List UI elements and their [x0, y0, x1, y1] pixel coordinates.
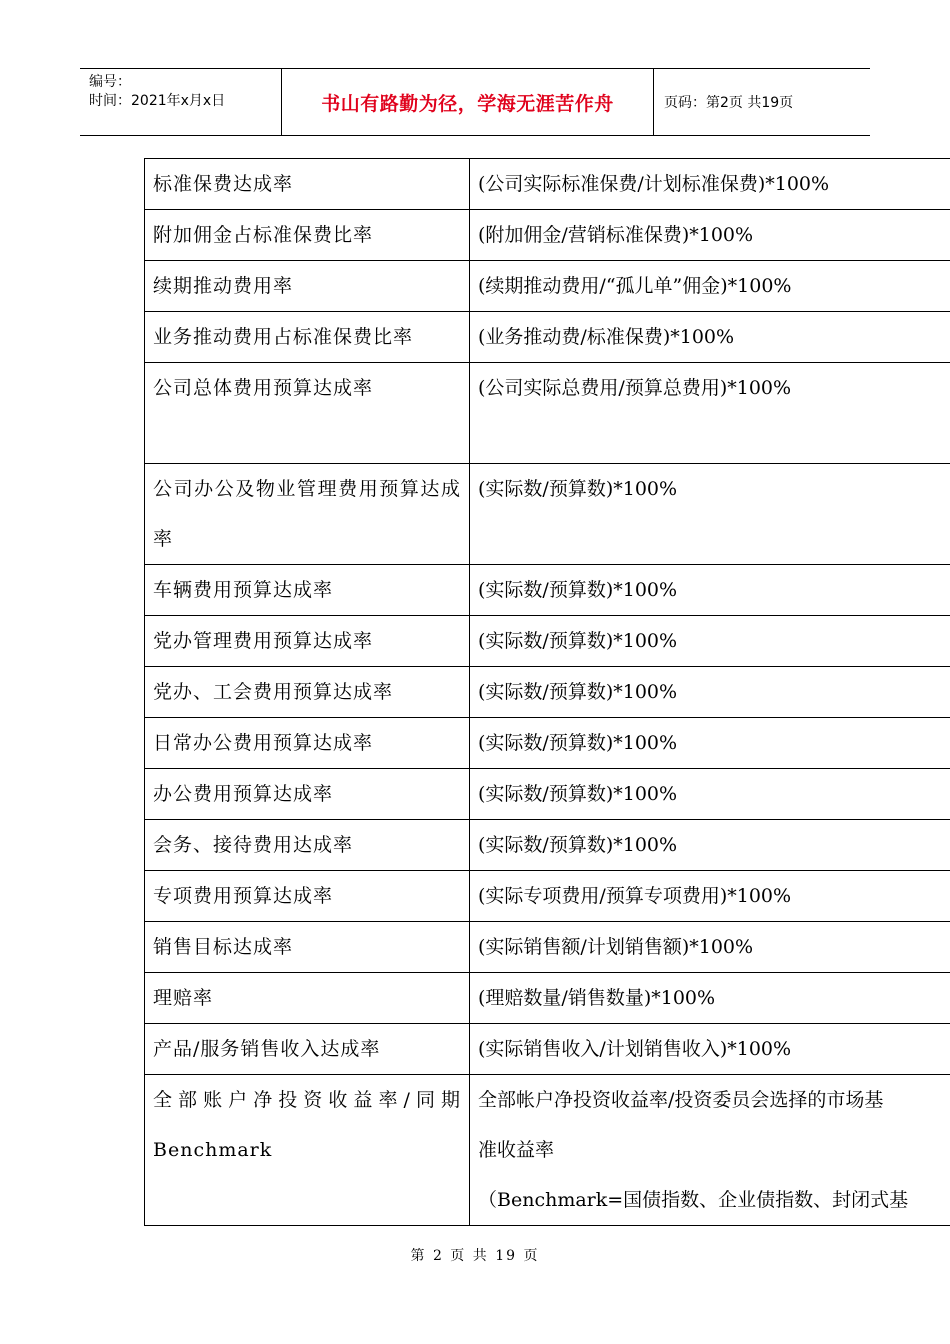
- indicator-formula: [470, 1075, 950, 1226]
- table-row: [145, 973, 950, 1024]
- indicator-formula: (续期推动费用/“孤儿单”佣金)*100%: [470, 261, 950, 312]
- indicator-name: 续期推动费用率: [145, 261, 470, 312]
- page-footer: 第 2 页 共 19 页: [410, 1248, 540, 1264]
- indicator-name: 公司总体费用预算达成率: [145, 363, 470, 464]
- document-date: 时间：2021年x月x日: [89, 93, 226, 109]
- indicator-formula: (附加佣金/营销标准保费)*100%: [470, 210, 950, 261]
- indicator-name: 业务推动费用占标准保费比率: [145, 312, 470, 363]
- document-number-label: 编号：: [89, 74, 131, 90]
- indicator-formula-table: [144, 158, 950, 1226]
- indicator-name: 日常办公费用预算达成率: [145, 718, 470, 769]
- table-row: [145, 261, 950, 312]
- formula-line: （Benchmark=国债指数、企业债指数、封闭式基: [478, 1189, 909, 1211]
- table-row: [145, 210, 950, 261]
- indicator-name: 党办、工会费用预算达成率: [145, 667, 470, 718]
- formula-line: 准收益率: [478, 1139, 555, 1161]
- table-row: [145, 1075, 950, 1226]
- indicator-name: 理赔率: [145, 973, 470, 1024]
- indicator-formula: (实际数/预算数)*100%: [470, 565, 950, 616]
- indicator-name: 附加佣金占标准保费比率: [145, 210, 470, 261]
- indicator-name: 公司办公及物业管理费用预算达成率: [145, 464, 470, 565]
- table-row: [145, 312, 950, 363]
- indicator-formula: (实际数/预算数)*100%: [470, 616, 950, 667]
- indicator-name: 专项费用预算达成率: [145, 871, 470, 922]
- table-row: [145, 363, 950, 464]
- indicator-name: 销售目标达成率: [145, 922, 470, 973]
- table-row: [145, 1024, 950, 1075]
- indicator-formula: (实际数/预算数)*100%: [470, 464, 950, 565]
- indicator-formula: (实际销售额/计划销售额)*100%: [470, 922, 950, 973]
- table-row: [145, 820, 950, 871]
- indicator-name: 车辆费用预算达成率: [145, 565, 470, 616]
- table-row: [145, 565, 950, 616]
- indicator-formula: (实际销售收入/计划销售收入)*100%: [470, 1024, 950, 1075]
- table-row: [145, 718, 950, 769]
- formula-line: 全部帐户净投资收益率/投资委员会选择的市场基: [478, 1089, 884, 1111]
- indicator-formula: (业务推动费/标准保费)*100%: [470, 312, 950, 363]
- table-row: [145, 616, 950, 667]
- table-row: [145, 769, 950, 820]
- indicator-name: 会务、接待费用达成率: [145, 820, 470, 871]
- indicator-name: 全部账户净投资收益率/同期Benchmark: [145, 1075, 470, 1226]
- header-motto: 书山有路勤为径，学海无涯苦作舟: [282, 69, 654, 135]
- header-page-info: 页码：第2页 共19页: [664, 95, 794, 111]
- indicator-formula: (实际数/预算数)*100%: [470, 718, 950, 769]
- indicator-formula: (实际数/预算数)*100%: [470, 667, 950, 718]
- indicator-formula: (实际专项费用/预算专项费用)*100%: [470, 871, 950, 922]
- indicator-name: 办公费用预算达成率: [145, 769, 470, 820]
- indicator-formula: (实际数/预算数)*100%: [470, 769, 950, 820]
- indicator-formula: (理赔数量/销售数量)*100%: [470, 973, 950, 1024]
- indicator-name: 标准保费达成率: [145, 159, 470, 210]
- indicator-name: 产品/服务销售收入达成率: [145, 1024, 470, 1075]
- indicator-formula: (公司实际总费用/预算总费用)*100%: [470, 363, 950, 464]
- table-row: [145, 922, 950, 973]
- indicator-formula: (公司实际标准保费/计划标准保费)*100%: [470, 159, 950, 210]
- table-row: [145, 464, 950, 565]
- table-row: [145, 667, 950, 718]
- table-row: [145, 159, 950, 210]
- indicator-name: 党办管理费用预算达成率: [145, 616, 470, 667]
- header-meta: [80, 69, 282, 135]
- page-header: [80, 68, 870, 136]
- indicator-formula: (实际数/预算数)*100%: [470, 820, 950, 871]
- table-row: [145, 871, 950, 922]
